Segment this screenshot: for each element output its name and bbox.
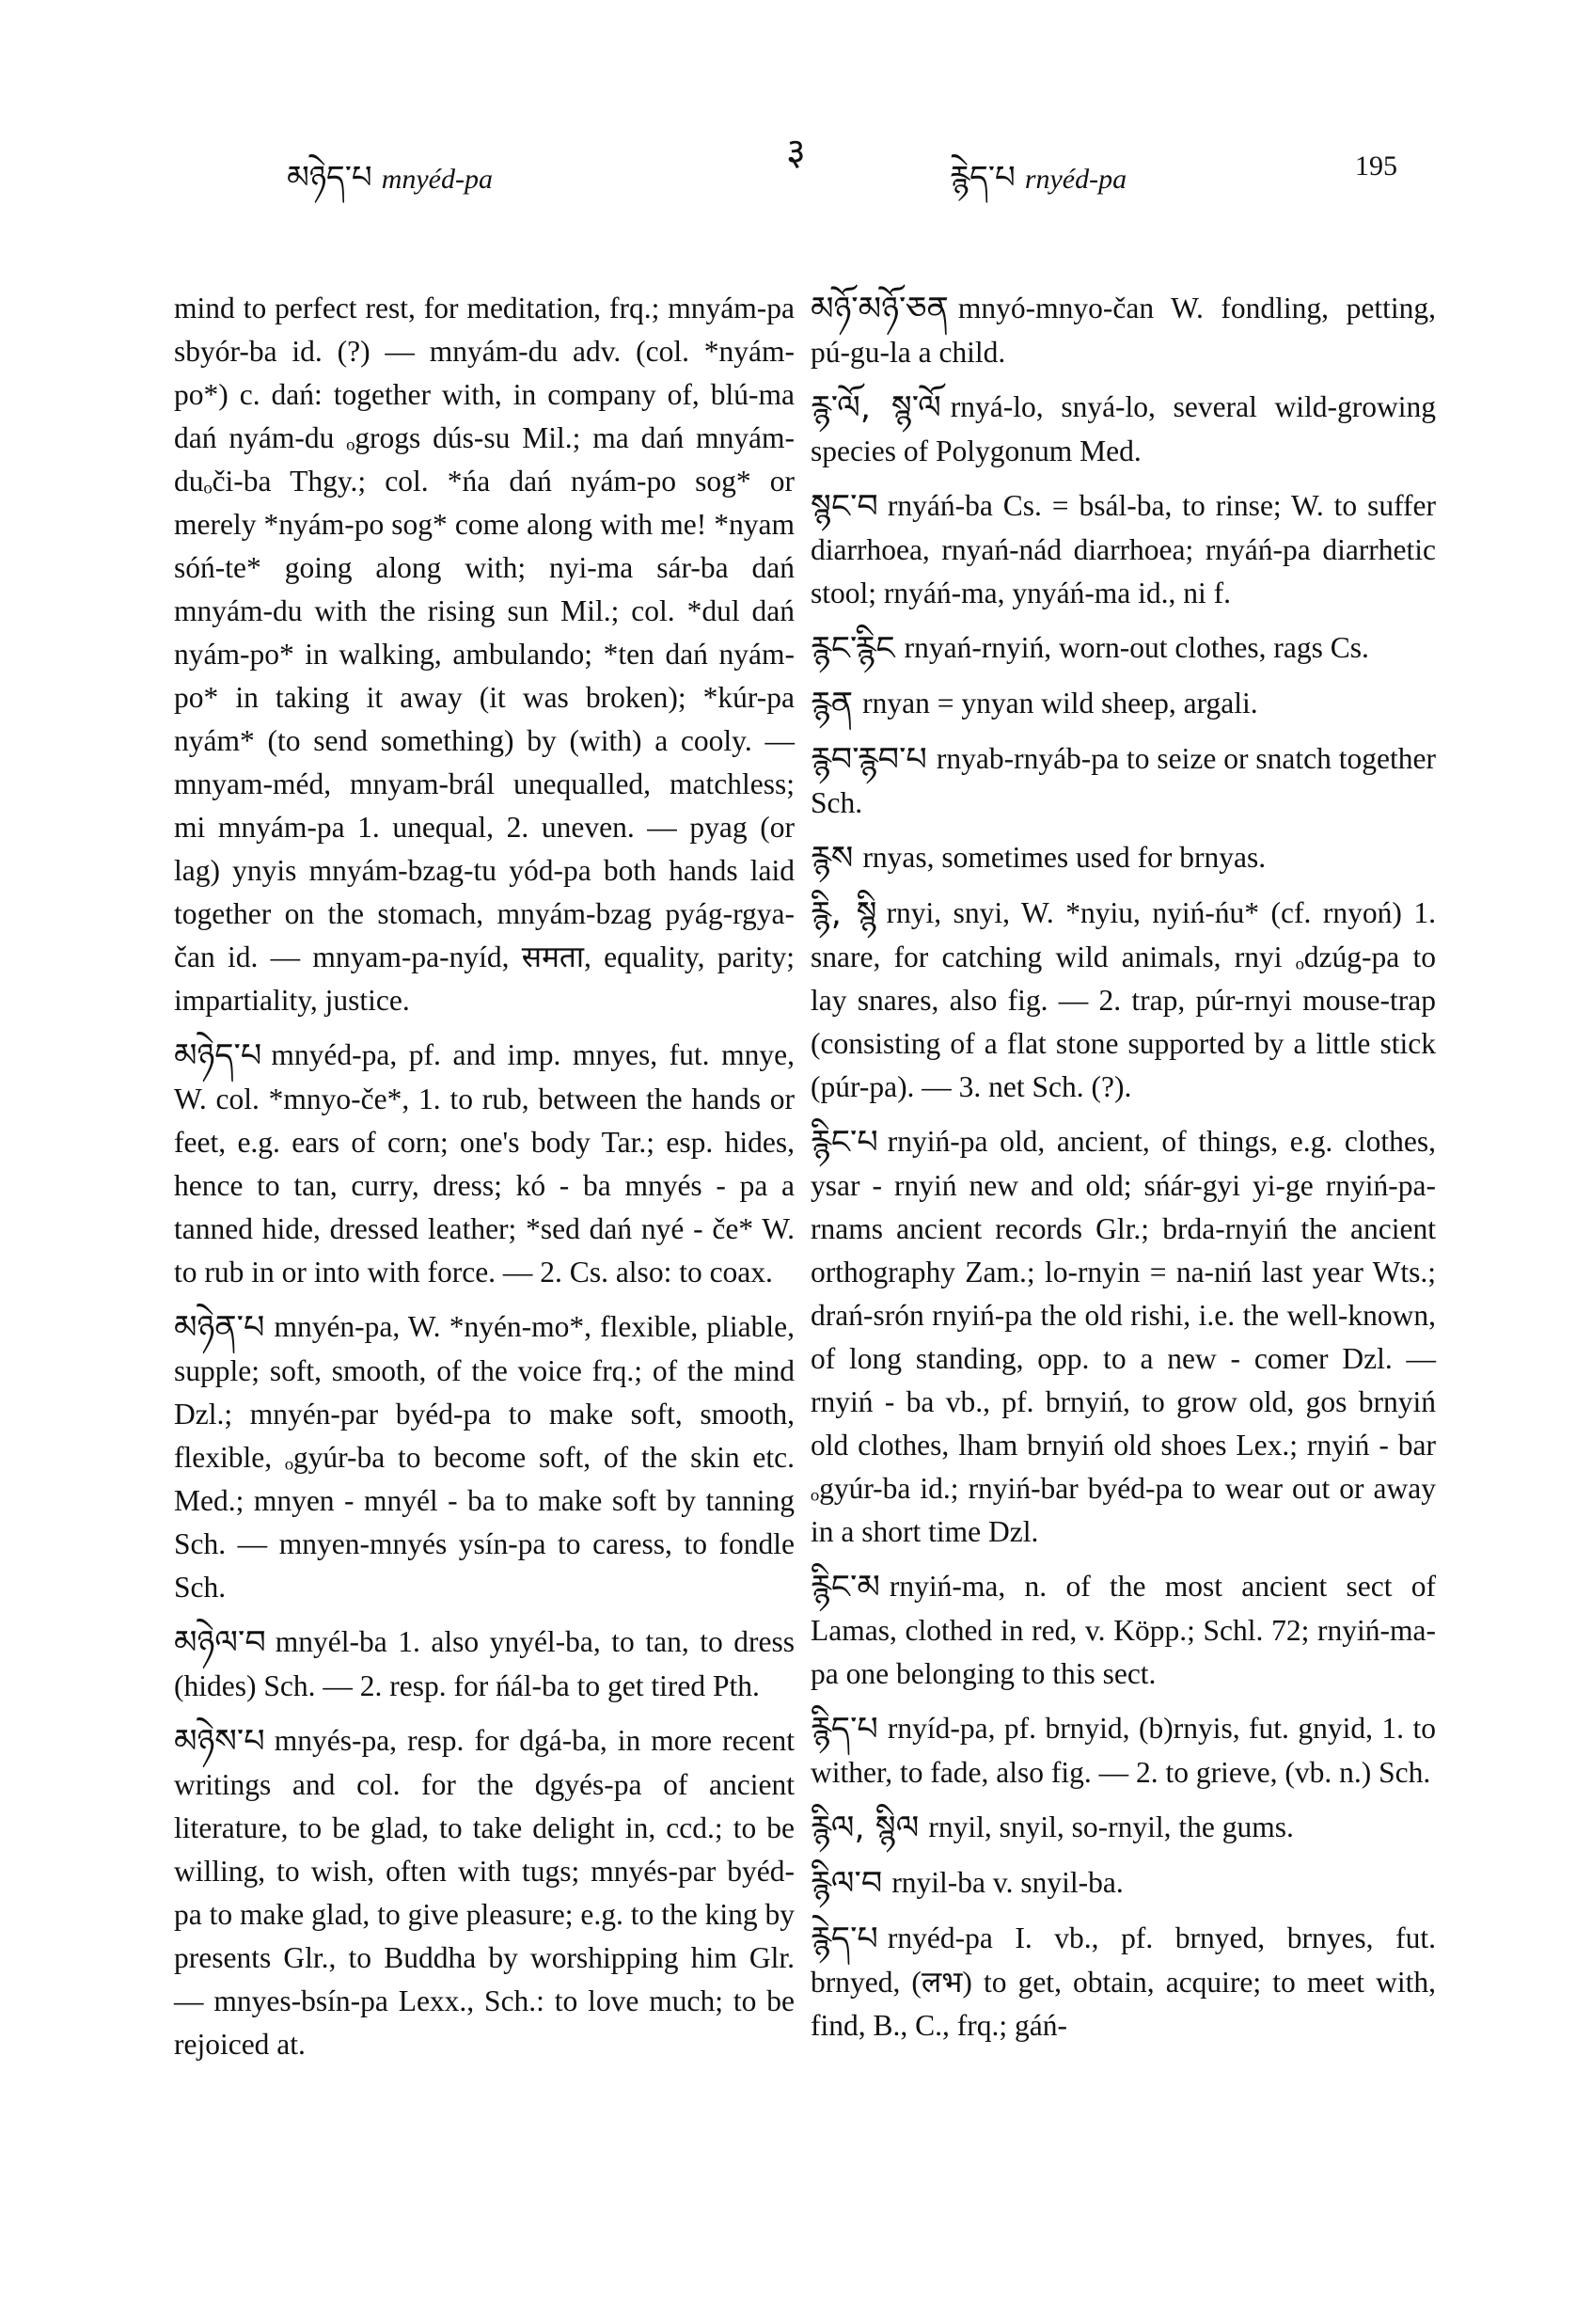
entry-text: mnyés-pa, resp. for dgá-ba, in more recent writings and col. for the dgyés-pa of ancient literature, to be glad, to take delight in, ccd.; to be willing, to wish, often with tugs; mnyés-par byéd-pa to make glad, to give pleasure; e.g. to the king by presents Glr., to Buddha by worshipping him Glr. — mnyes-bsín-pa Lexx., Sch.: to love much; to be rejoiced at. [174,1724,795,2061]
dictionary-entry [811,1806,1436,1850]
entry-headword-tibetan: རྙིང་པ [811,1124,878,1162]
entry-headword-tibetan: རྙིང་མ [811,1569,880,1606]
right-column [811,287,1436,2059]
dictionary-entry [811,1120,1436,1554]
dictionary-entry [811,1861,1436,1905]
entry-text: mnyó-mnyo-čan W. fondling, petting, pú-gu-la a child. [811,292,1436,369]
dictionary-entry [811,836,1436,880]
entry-headword-tibetan: རྙིལ, སྙིལ [811,1810,920,1847]
header-right-tibetan: རྙེད་པ [950,159,1016,197]
dictionary-entry [174,1719,795,2066]
entry-text: rnyi, snyi, W. *nyiu, nyiń-ńu* (cf. rnyoń) 1. snare, for catching wild animals, rnyi ₒdzúg-pa to lay snares, also fig. — 2. trap, púr-rnyi mouse-trap (consisting of a flat stone supported by a little stick (púr-pa). — 3. net Sch. (?). [811,896,1436,1103]
dictionary-entry [174,1305,795,1609]
page-number: 195 [1355,150,1397,182]
running-header-left [287,141,493,231]
dictionary-entry [811,1917,1436,2047]
entry-text: rnyáń-ba Cs. = bsál-ba, to rinse; W. to suffer diarrhoea, rnyań-nád diarrhoea; rnyáń-pa diarrhetic stool; rnyáń-ma, ynyáń-ma id., ni f. [811,489,1436,609]
entry-text: rnyan = ynyan wild sheep, argali. [862,687,1258,719]
entry-text: mnyéd-pa, pf. and imp. mnyes, fut. mnye, W. col. *mnyo-če*, 1. to rub, between the hands or feet, e.g. ears of corn; one's body Tar.; esp. hides, hence to tan, curry, dress; kó - ba mnyés - pa a tanned hide, dressed leather; *sed dań nyé - če* W. to rub in or into with force. — 2. Cs. also: to coax. [174,1038,795,1288]
entry-text: rnyas, sometimes used for brnyas. [862,841,1267,874]
entry-headword-tibetan: རྙང་རྙིང [811,630,895,668]
entry-text: rnyiń-ma, n. of the most ancient sect of Lamas, clothed in red, v. Köpp.; Schl. 72; rnyiń-ma-pa one belonging to this sect. [811,1570,1436,1690]
dictionary-entry [811,1565,1436,1696]
entry-headword-tibetan: རྙན [811,686,854,723]
dictionary-entry [811,1707,1436,1794]
entry-headword-tibetan: སྙང་བ [811,488,878,526]
entry-text: rnyań-rnyiń, worn-out clothes, rags Cs. [904,631,1369,664]
entry-headword-tibetan: རྙ་ལོ, སྙ་ལོ [811,389,941,427]
entry-headword-tibetan: མཉེད་པ [174,1037,262,1075]
entry-text: mnyél-ba 1. also ynyél-ba, to tan, to dress (hides) Sch. — 2. resp. for ńál-ba to get tired Pth. [174,1625,795,1702]
entry-text: rnyil-ba v. snyil-ba. [891,1866,1124,1899]
entry-headword-tibetan: རྙབ་རྙབ་པ [811,741,927,779]
dictionary-entry [811,682,1436,726]
header-right-roman: rnyéd-pa [1024,164,1127,195]
dictionary-entry [811,386,1436,473]
entry-headword-tibetan: མཉེན་པ [174,1309,265,1347]
entry-headword-tibetan: མཉེལ་བ [174,1624,266,1662]
dictionary-entry [174,1620,795,1708]
entry-text: rnyíd-pa, pf. brnyid, (b)rnyis, fut. gnyid, 1. to wither, to fade, also fig. — 2. to grieve, (vb. n.) Sch. [811,1712,1436,1789]
entry-text: mnyén-pa, W. *nyén-mo*, flexible, pliable, supple; soft, smooth, of the voice frq.; of the mind Dzl.; mnyén-par byéd-pa to make soft, smooth, flexible, ₒgyúr-ba to become soft, of the skin etc. Med.; mnyen - mnyél - ba to make soft by tanning Sch. — mnyen-mnyés ysín-pa to caress, to fondle Sch. [174,1310,795,1604]
entry-headword-tibetan: མཉེས་པ [174,1723,265,1761]
entry-text: rnyá-lo, snyá-lo, several wild-growing species of Polygonum Med. [811,390,1436,467]
dictionary-entry [811,892,1436,1109]
entry-text: rnyil, snyil, so-rnyil, the gums. [928,1810,1294,1843]
entry-headword-tibetan: མཉོ་མཉོ་ཅན [811,291,949,328]
dictionary-entry [811,484,1436,615]
dictionary-entry [174,1034,795,1294]
header-left-tibetan: མཉེད་པ [287,159,372,197]
entry-text: rnyéd-pa I. vb., pf. brnyed, brnyes, fut. brnyed, (लभ) to get, obtain, acquire; to meet with, find, B., C., frq.; gáń- [811,1921,1436,2042]
entry-text: mind to perfect rest, for meditation, frq.; mnyám-pa sbyór-ba id. (?) — mnyám-du adv. (col. *nyám-po*) c. dań: together with, in company of, blú-ma dań nyám-du ₒgrogs dús-su Mil.; ma dań mnyám-duₒči-ba Thgy.; col. *ńa dań nyám-po sog* or merely *nyám-po sog* come along with me! *nyam sóń-te* going along with; nyi-ma sár-ba dań mnyám-du with the rising sun Mil.; col. *dul dań nyám-po* in walking, ambulando; *ten dań nyám-po* in taking it away (it was broken); *kúr-pa nyám* (to send something) by (with) a cooly. — mnyam-méd, mnyam-brál unequalled, matchless; mi mnyám-pa 1. unequal, 2. uneven. — pyag (or lag) ynyis mnyám-bzag-tu yód-pa both hands laid together on the stomach, mnyám-bzag pyág-rgya-čan id. — mnyam-pa-nyíd, समता, equality, parity; impartiality, justice. [174,292,795,1017]
entry-headword-tibetan: རྙི, སྙི [811,895,877,933]
dictionary-entry [174,287,795,1022]
dictionary-entry [811,737,1436,825]
dictionary-entry [811,626,1436,671]
entry-headword-tibetan: རྙིལ་བ [811,1865,883,1903]
header-left-roman: mnyéd-pa [381,164,493,195]
left-column [174,287,795,2078]
header-center-mark: ३ [786,131,806,174]
entry-headword-tibetan: རྙས [811,840,854,877]
running-header-right [950,141,1127,231]
entry-text: rnyiń-pa old, ancient, of things, e.g. clothes, ysar - rnyiń new and old; sńár-gyi yi-ge rnyiń-pa-rnams ancient records Glr.; brda-rnyiń the ancient orthography Zam.; lo-rnyin = na-niń last year Wts.; drań-srón rnyiń-pa the old rishi, i.e. the well-known, of long standing, opp. to a new - comer Dzl. — rnyiń - ba vb., pf. brnyiń, to grow old, gos brnyiń old clothes, lham brnyiń old shoes Lex.; rnyiń - bar ₒgyúr-ba id.; rnyiń-bar byéd-pa to wear out or away in a short time Dzl. [811,1125,1436,1548]
entry-text: rnyab-rnyáb-pa to seize or snatch together Sch. [811,742,1436,819]
dictionary-entry [811,287,1436,374]
entry-headword-tibetan: རྙེད་པ [811,1921,878,1958]
entry-headword-tibetan: རྙིད་པ [811,1711,878,1748]
